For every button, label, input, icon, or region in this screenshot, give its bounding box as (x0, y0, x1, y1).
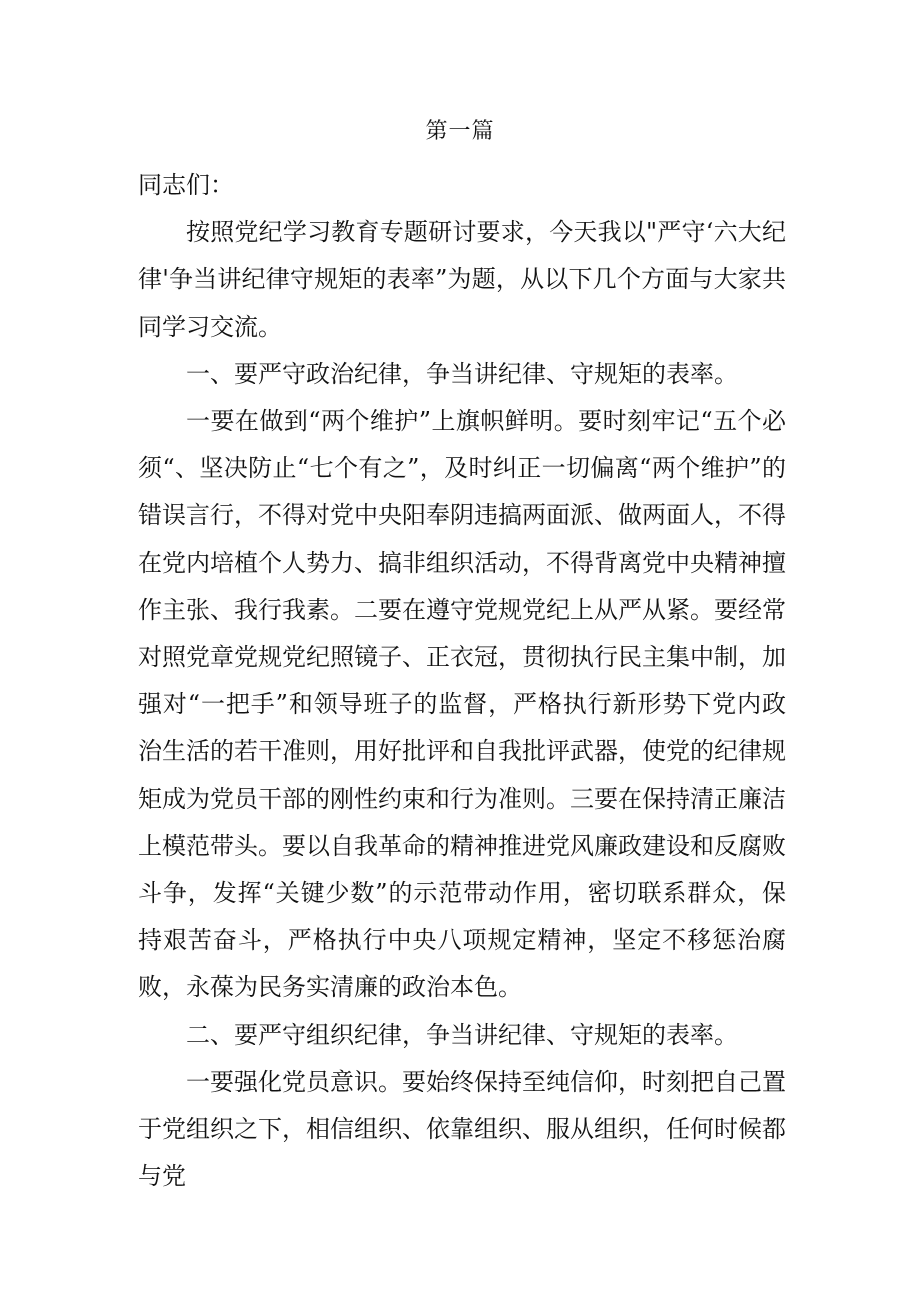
salutation: 同志们： (138, 171, 234, 199)
paragraph-section-1: 一要在做到“两个维护”上旗帜鲜明。要时刻牢记“五个必须“、坚决防止“七个有之”，及时纠正一切偏离“两个维护”的错误言行，不得对党中央阳奉阴违搞两面派、做两面人，不得在党内培植个人势力、搞非组织活动，不得背离党中央精神擅作主张、我行我素。二要在遵守党规党纪上从严从紧。要经常对照党章党规党纪照镜子、正衣冠，贯彻执行民主集中制，加强对“一把手”和领导班子的监督，严格执行新形势下党内政治生活的若干准则，用好批评和自我批评武器，使党的纪律规矩成为党员干部的刚性约束和行为准则。三要在保持清正廉洁上模范带头。要以自我革命的精神推进党风廉政建设和反腐败斗争，发挥“关键少数”的示范带动作用，密切联系群众，保持艰苦奋斗，严格执行中央八项规定精神，坚定不移惩治腐败，永葆为民务实清廉的政治本色。 (138, 407, 786, 1002)
section-heading-1: 一、要严守政治纪律，争当讲纪律、守规矩的表率。 (186, 359, 738, 388)
document-body (138, 162, 786, 1200)
document-title: 第一篇 (425, 119, 495, 144)
paragraph-section-2: 一要强化党员意识。要始终保持至纯信仰，时刻把自己置于党组织之下，相信组织、依靠组织、服从组织，任何时候都与党 (138, 1067, 786, 1191)
paragraph-intro: 按照党纪学习教育专题研讨要求，今天我以"严守‘六大纪律'争当讲纪律守规矩的表率”为题，从以下几个方面与大家共同学习交流。 (138, 218, 786, 341)
section-heading-2: 二、要严守组织纪律，争当讲纪律、守规矩的表率。 (186, 1020, 738, 1049)
